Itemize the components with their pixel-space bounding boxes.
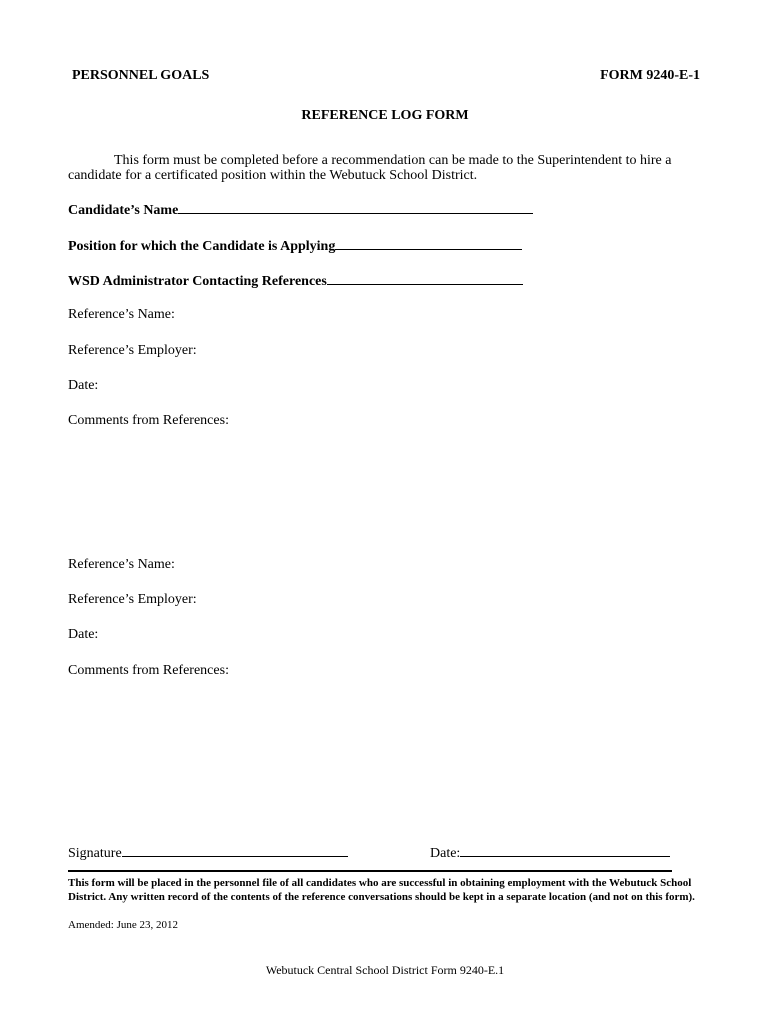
- position-field: [68, 236, 522, 255]
- candidate-name-label: Candidate’s Name: [68, 203, 179, 218]
- signature-date-label: Date:: [430, 846, 461, 861]
- reference-2-comments-label: Comments from References:: [68, 663, 229, 678]
- page-footer: Webutuck Central School District Form 9240-E.1: [265, 963, 505, 977]
- footnote-divider: [68, 870, 672, 872]
- header-form-number: FORM 9240-E-1: [600, 68, 700, 83]
- administrator-field: [68, 271, 523, 290]
- reference-1-employer-label: Reference’s Employer:: [68, 343, 197, 358]
- signature-label: Signature: [68, 846, 122, 861]
- reference-1-date-label: Date:: [68, 378, 99, 393]
- amended-date: Amended: June 23, 2012: [68, 919, 178, 931]
- footnote-text: This form will be placed in the personnel file of all candidates who are successful in obtaining employment with the Webutuck School District. Any written record of the contents of the reference conversations should be kept in a separate location (and not on this form).: [68, 877, 695, 903]
- administrator-line[interactable]: [327, 271, 523, 285]
- signature-line[interactable]: [122, 843, 348, 857]
- form-title: REFERENCE LOG FORM: [301, 108, 469, 123]
- intro-paragraph: [68, 153, 708, 183]
- signature-date-field: [430, 843, 670, 862]
- position-line[interactable]: [335, 236, 522, 250]
- header-section-title: PERSONNEL GOALS: [72, 68, 210, 83]
- signature-field: [68, 843, 348, 862]
- signature-date-line[interactable]: [460, 843, 670, 857]
- reference-2-name-label: Reference’s Name:: [68, 557, 175, 572]
- reference-2-employer-label: Reference’s Employer:: [68, 592, 197, 607]
- reference-2-date-label: Date:: [68, 627, 99, 642]
- reference-1-comments-label: Comments from References:: [68, 413, 229, 428]
- intro-text: This form must be completed before a recommendation can be made to the Superintendent to hire a candidate for a certificated position within the Webutuck School District.: [68, 153, 672, 183]
- reference-1-name-label: Reference’s Name:: [68, 307, 175, 322]
- administrator-label: WSD Administrator Contacting References: [68, 274, 327, 289]
- candidate-name-field: [68, 200, 533, 219]
- candidate-name-line[interactable]: [178, 200, 533, 214]
- position-label: Position for which the Candidate is Applying: [68, 239, 336, 254]
